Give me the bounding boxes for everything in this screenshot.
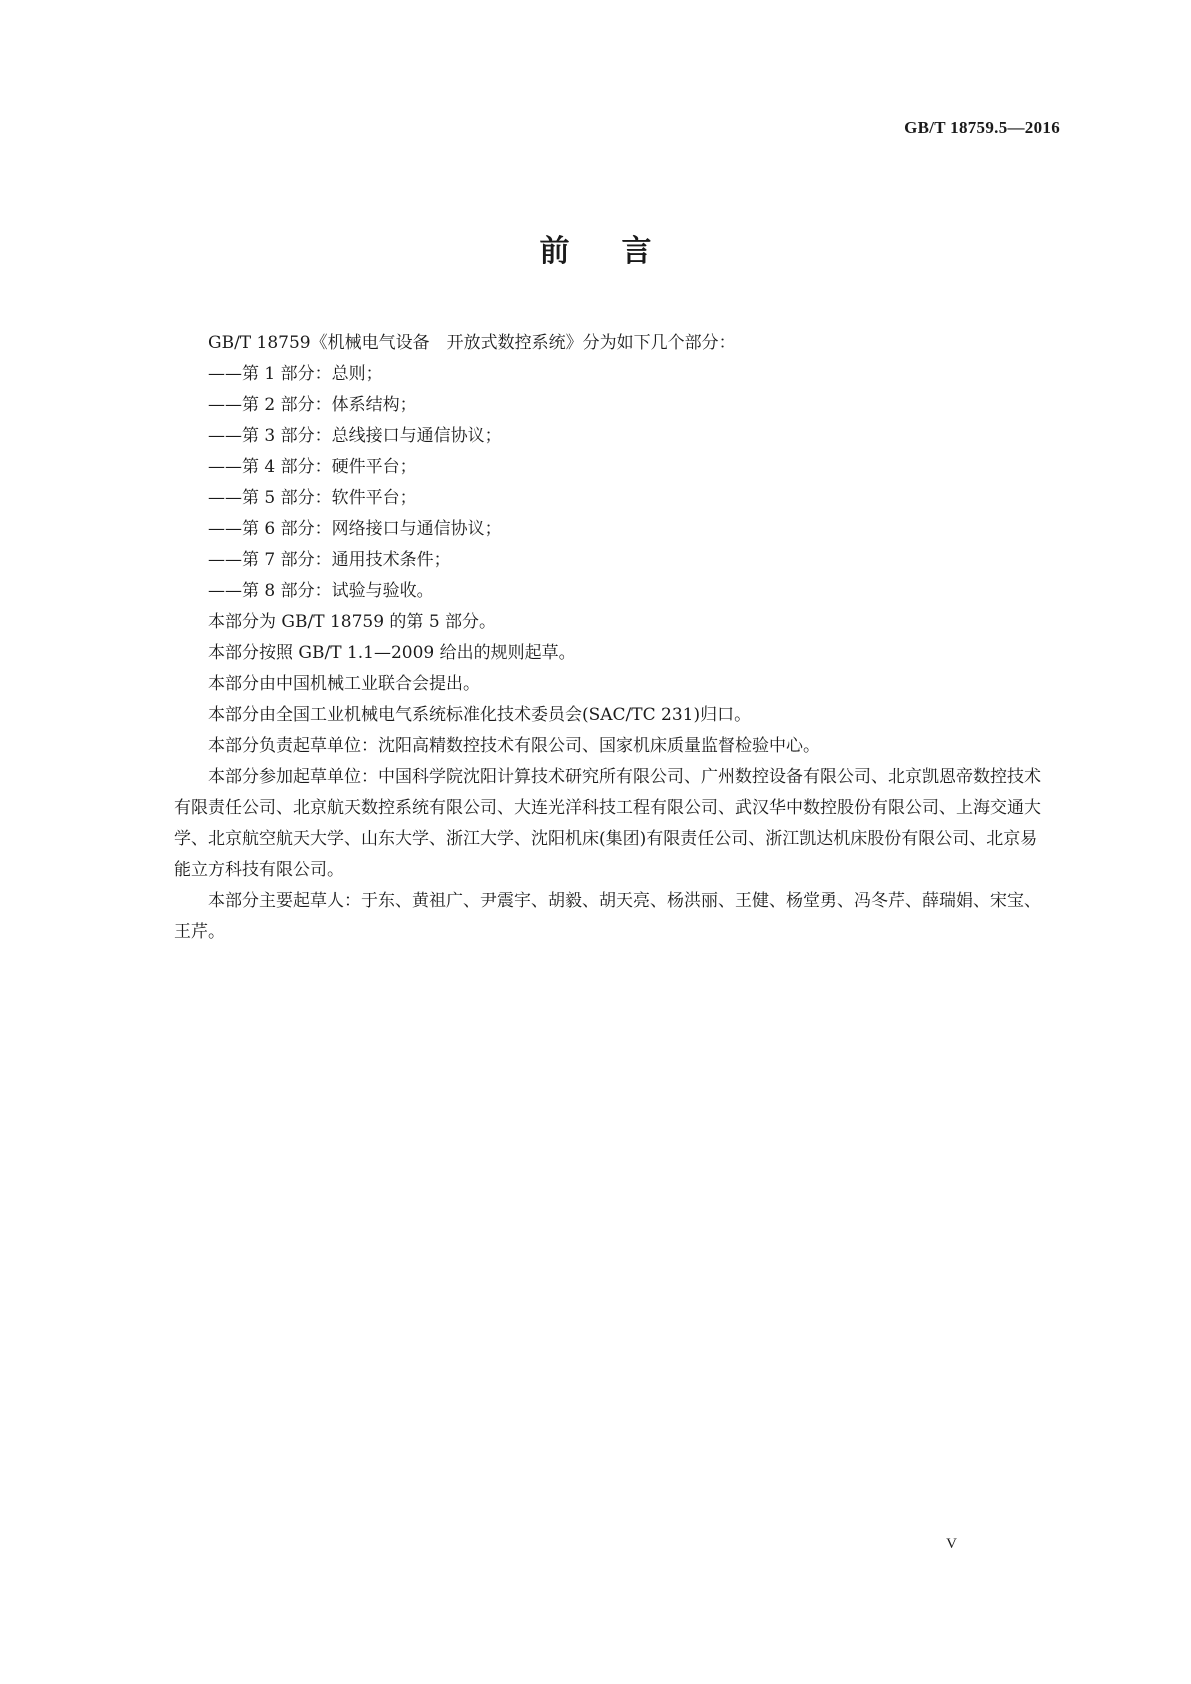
lead-drafter-paragraph: 本部分负责起草单位：沈阳高精数控技术有限公司、国家机床质量监督检验中心。 [208, 736, 820, 756]
list-item: ——第 3 部分：总线接口与通信协议； [208, 426, 502, 446]
participating-drafters-paragraph: 本部分参加起草单位：中国科学院沈阳计算技术研究所有限公司、广州数控设备有限公司、北京凯恩帝数控技术有限责任公司、北京航天数控系统有限公司、大连光洋科技工程有限公司、武汉华中数控股份有限公司、上海交通大学、北京航空航天大学、山东大学、浙江大学、沈阳机床(集团)有限责任公司、浙江凯达机床股份有限公司、北京易能立方科技有限公司。 [174, 767, 1041, 880]
standard-number-header: GB/T 18759.5—2016 [904, 118, 1060, 137]
proposer-paragraph: 本部分由中国机械工业联合会提出。 [208, 674, 480, 694]
list-item: ——第 1 部分：总则； [208, 364, 383, 384]
main-drafters-paragraph: 本部分主要起草人：于东、黄祖广、尹震宇、胡毅、胡天亮、杨洪丽、王健、杨堂勇、冯冬芹、薛瑞娟、宋宝、王芹。 [174, 891, 1041, 942]
foreword-body [174, 328, 1054, 948]
list-item: ——第 2 部分：体系结构； [208, 395, 417, 415]
committee-paragraph: 本部分由全国工业机械电气系统标准化技术委员会(SAC/TC 231)归口。 [208, 705, 752, 725]
page-title: 前言 [539, 234, 704, 269]
list-item: ——第 4 部分：硬件平台； [208, 457, 417, 477]
part-statement-paragraph: 本部分为 GB/T 18759 的第 5 部分。 [208, 612, 497, 632]
list-item: ——第 6 部分：网络接口与通信协议； [208, 519, 502, 539]
drafting-rules-paragraph: 本部分按照 GB/T 1.1—2009 给出的规则起草。 [208, 643, 576, 663]
page-number: V [946, 1536, 957, 1552]
intro-paragraph: GB/T 18759《机械电气设备 开放式数控系统》分为如下几个部分： [208, 333, 736, 353]
list-item: ——第 7 部分：通用技术条件； [208, 550, 451, 570]
list-item: ——第 5 部分：软件平台； [208, 488, 417, 508]
list-item: ——第 8 部分：试验与验收。 [208, 581, 434, 601]
parts-list [174, 359, 1054, 607]
